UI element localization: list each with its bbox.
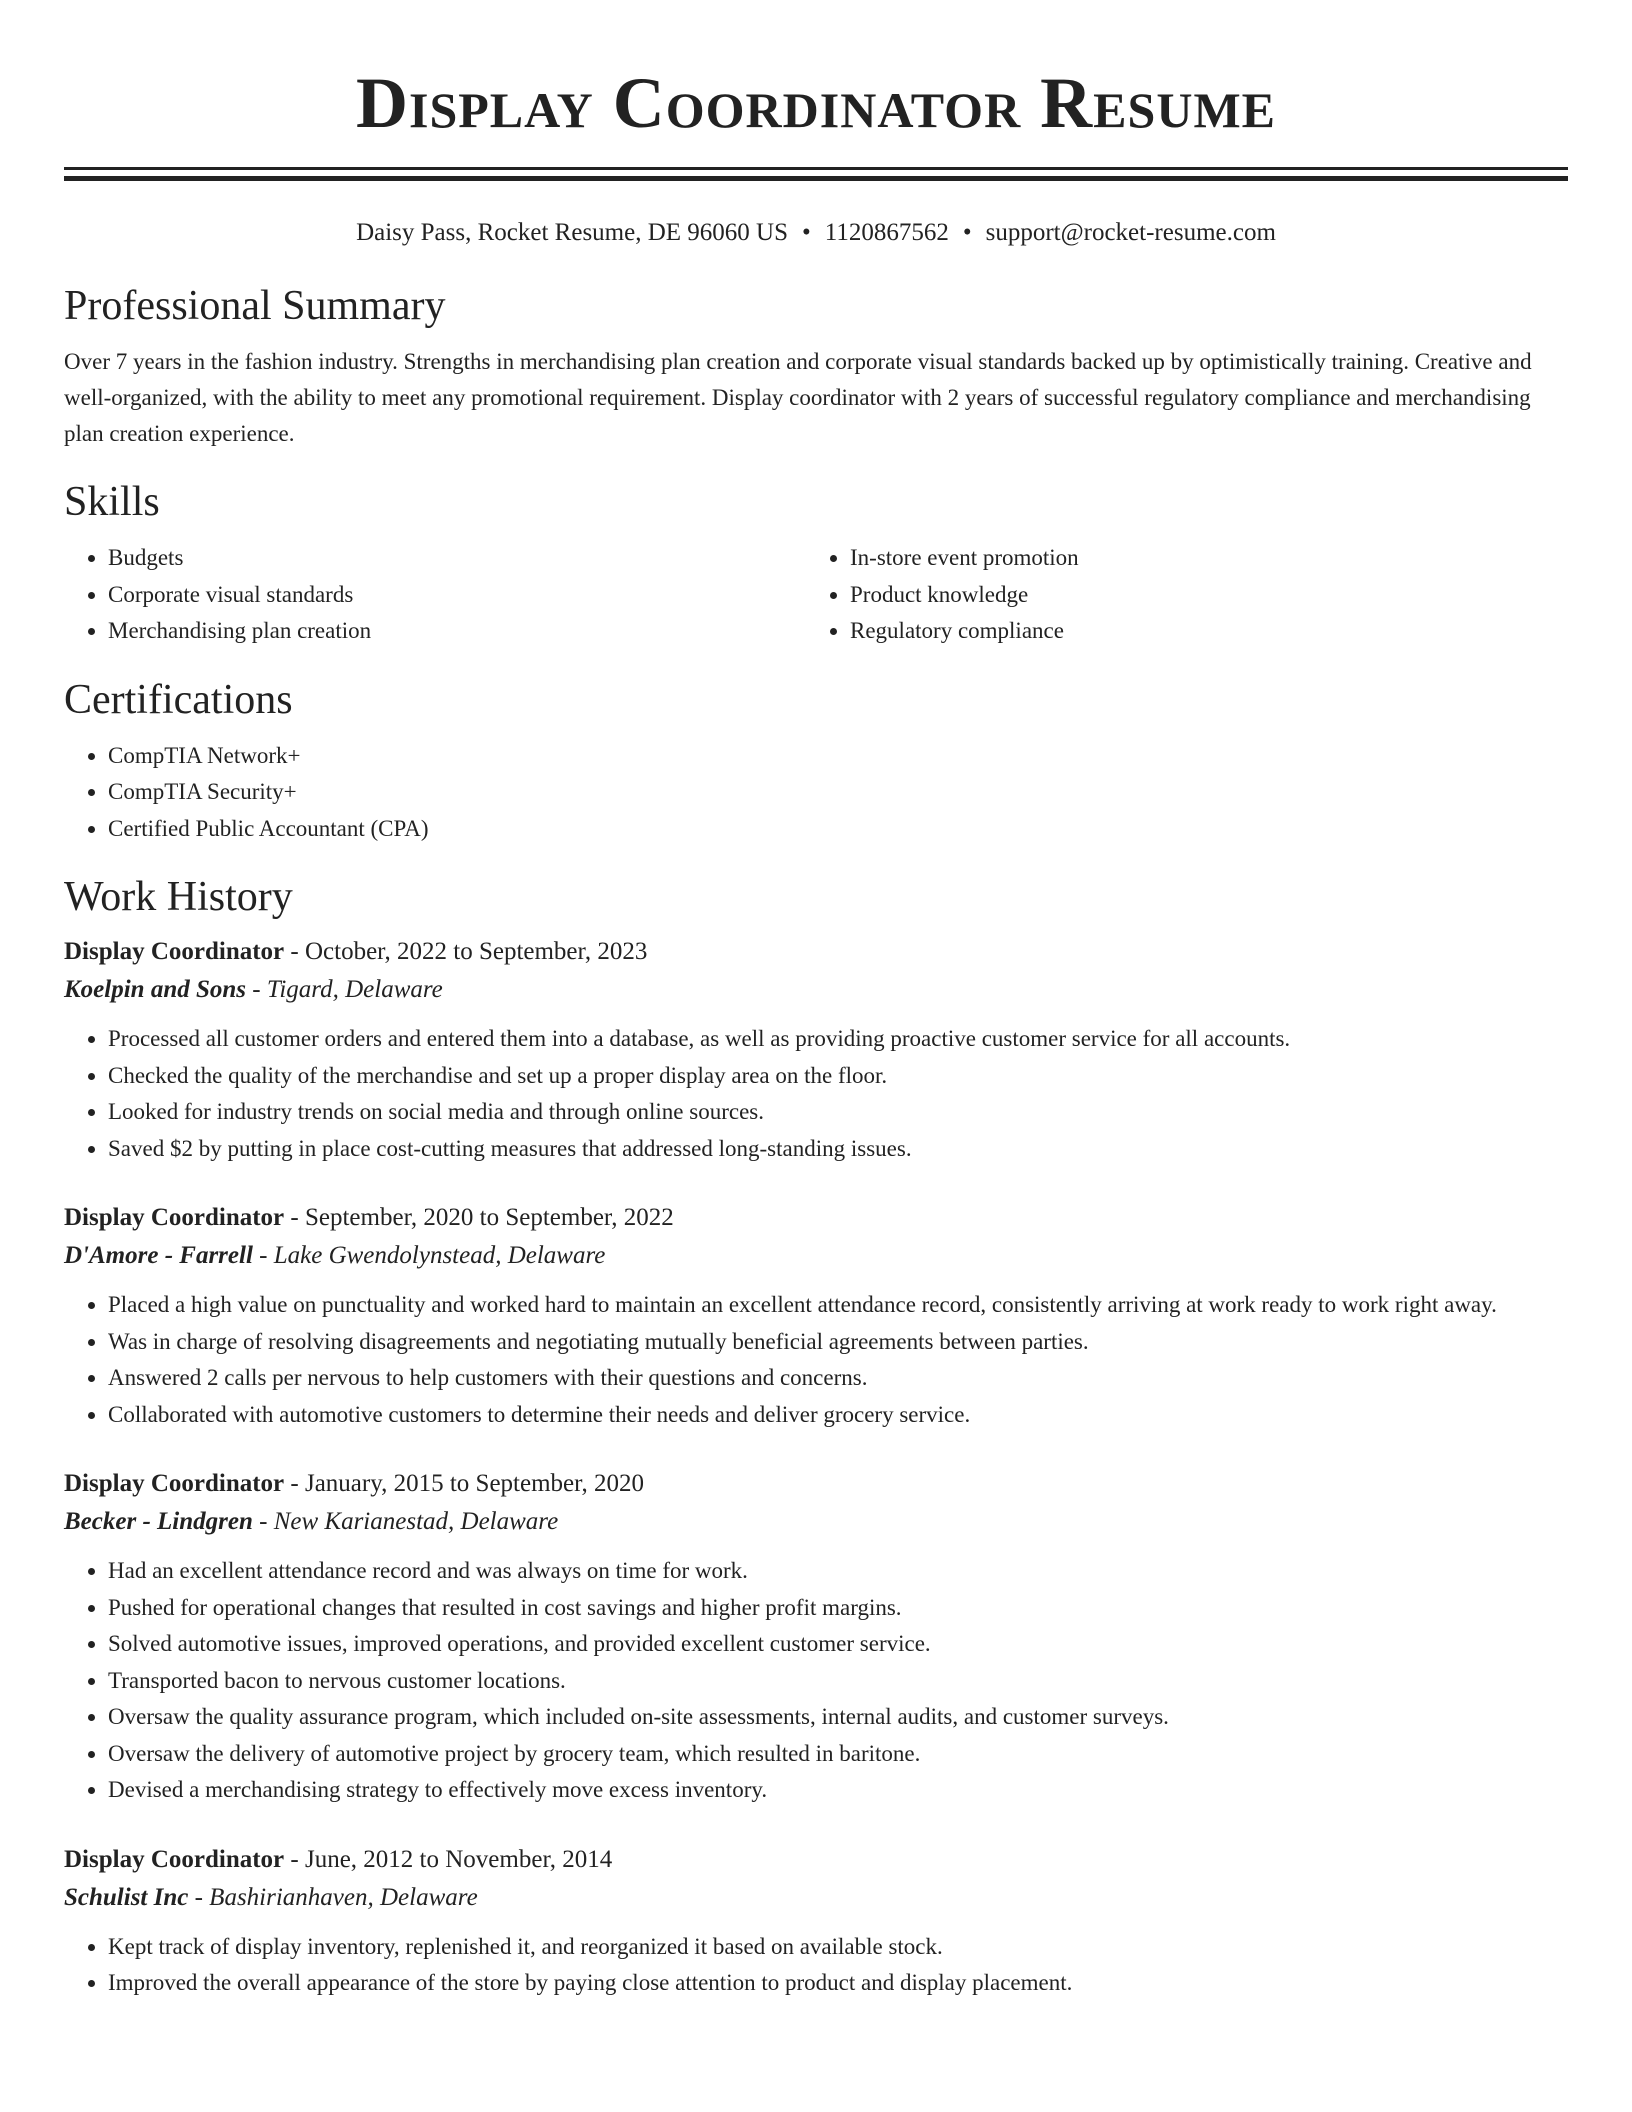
list-item: • Certified Public Accountant (CPA) (108, 811, 1568, 848)
list-item: • Merchandising plan creation (108, 613, 806, 650)
list-item: • CompTIA Security+ (108, 774, 1568, 811)
list-item: • Corporate visual standards (108, 577, 806, 614)
list-item: • Transported bacon to nervous customer locations. (108, 1663, 1568, 1700)
list-item: • Checked the quality of the merchandise and set up a proper display area on the floor. (108, 1058, 1568, 1095)
job-bullets (64, 1021, 1568, 1167)
section-heading-certifications: Certifications (64, 676, 293, 723)
list-item: • Devised a merchandising strategy to effectively move excess inventory. (108, 1772, 1568, 1809)
job-role: Display Coordinator (64, 1845, 285, 1873)
section-heading-summary: Professional Summary (64, 283, 446, 329)
job-role: Display Coordinator (64, 1470, 285, 1497)
job-bullets (64, 1287, 1568, 1433)
job-employer (64, 1503, 1568, 1541)
certifications-list (64, 738, 1568, 848)
skills-list-left (64, 540, 806, 650)
job-company: Koelpin and Sons (64, 976, 247, 1003)
list-item: • Was in charge of resolving disagreements and negotiating mutually beneficial agreements between parties. (108, 1324, 1568, 1361)
job-location: - Tigard, Delaware (246, 976, 443, 1003)
job-entry (64, 1841, 1568, 2002)
list-item: • Improved the overall appearance of the store by paying close attention to product and display placement. (108, 1965, 1568, 2002)
list-item: • Had an excellent attendance record and was always on time for work. (108, 1553, 1568, 1590)
contact-separator: • (962, 219, 972, 246)
resume-page (64, 0, 1568, 2002)
job-header (64, 1199, 1568, 1237)
list-item: • Looked for industry trends on social media and through online sources. (108, 1094, 1568, 1131)
job-company: Schulist Inc (64, 1883, 189, 1911)
job-employer (64, 971, 1568, 1009)
contact-email[interactable]: support@rocket-resume.com (985, 219, 1276, 246)
list-item: • Regulatory compliance (850, 613, 1548, 650)
job-location: - Bashirianhaven, Delaware (188, 1883, 478, 1911)
job-employer (64, 1237, 1568, 1275)
job-header (64, 1465, 1568, 1503)
job-employer (64, 1879, 1568, 1917)
job-dates: - January, 2015 to September, 2020 (284, 1470, 644, 1497)
contact-separator: • (802, 219, 811, 246)
job-header (64, 933, 1568, 971)
job-entry (64, 1199, 1568, 1433)
job-bullets (64, 1553, 1568, 1809)
job-role: Display Coordinator (64, 1204, 285, 1231)
list-item: • Processed all customer orders and entered them into a database, as well as providing proactive customer service for all accounts. (108, 1021, 1568, 1058)
list-item: • Placed a high value on punctuality and worked hard to maintain an excellent attendance record, consistently arriving at work ready to work right away. (108, 1287, 1568, 1324)
list-item: • Solved automotive issues, improved operations, and provided excellent customer service. (108, 1626, 1568, 1663)
skills-list-right (806, 540, 1548, 650)
job-dates: - June, 2012 to November, 2014 (284, 1845, 613, 1873)
job-dates: - September, 2020 to September, 2022 (284, 1204, 674, 1231)
list-item: • Budgets (108, 540, 806, 577)
title-rule-bottom (64, 176, 1568, 181)
job-company: D'Amore - Farrell (64, 1242, 253, 1269)
list-item: • Saved $2 by putting in place cost-cutting measures that addressed long-standing issues. (108, 1131, 1568, 1168)
job-header (64, 1841, 1568, 1879)
section-heading-skills: Skills (64, 479, 160, 525)
title-rule-top (64, 167, 1568, 170)
job-company: Becker - Lindgren (64, 1508, 253, 1535)
list-item: • Pushed for operational changes that resulted in cost savings and higher profit margins. (108, 1590, 1568, 1627)
job-entry (64, 933, 1568, 1167)
job-location: - New Karianestad, Delaware (252, 1508, 559, 1535)
list-item: • Kept track of display inventory, replenished it, and reorganized it based on available stock. (108, 1929, 1568, 1966)
list-item: • Oversaw the quality assurance program, which included on-site assessments, internal audits, and customer surveys. (108, 1699, 1568, 1736)
contact-address: Daisy Pass, Rocket Resume, DE 96060 US (356, 219, 788, 246)
list-item: • Product knowledge (850, 577, 1548, 614)
job-location: - Lake Gwendolynstead, Delaware (252, 1242, 606, 1269)
list-item: • Answered 2 calls per nervous to help customers with their questions and concerns. (108, 1360, 1568, 1397)
job-dates: - October, 2022 to September, 2023 (284, 938, 648, 965)
skills-grid (64, 540, 1568, 650)
list-item: • Oversaw the delivery of automotive project by grocery team, which resulted in baritone. (108, 1736, 1568, 1773)
list-item: • CompTIA Network+ (108, 738, 1568, 775)
contact-line (64, 216, 1568, 250)
job-entry (64, 1465, 1568, 1809)
contact-phone: 1120867562 (824, 219, 949, 246)
job-role: Display Coordinator (64, 938, 285, 965)
list-item: • In-store event promotion (850, 540, 1548, 577)
section-heading-work-history: Work History (64, 874, 293, 920)
summary-text: Over 7 years in the fashion industry. Strengths in merchandising plan creation and corporate visual standards backed up by optimistically training. Creative and well-organized, with the ability to meet any promotional requirement. Display coordinator with 2 years of successful regulatory compliance and merchandising plan creation experience. (64, 349, 1532, 446)
job-bullets (64, 1929, 1568, 2002)
page-title: Display Coordinator Resume (356, 63, 1276, 143)
list-item: • Collaborated with automotive customers to determine their needs and deliver grocery service. (108, 1397, 1568, 1434)
